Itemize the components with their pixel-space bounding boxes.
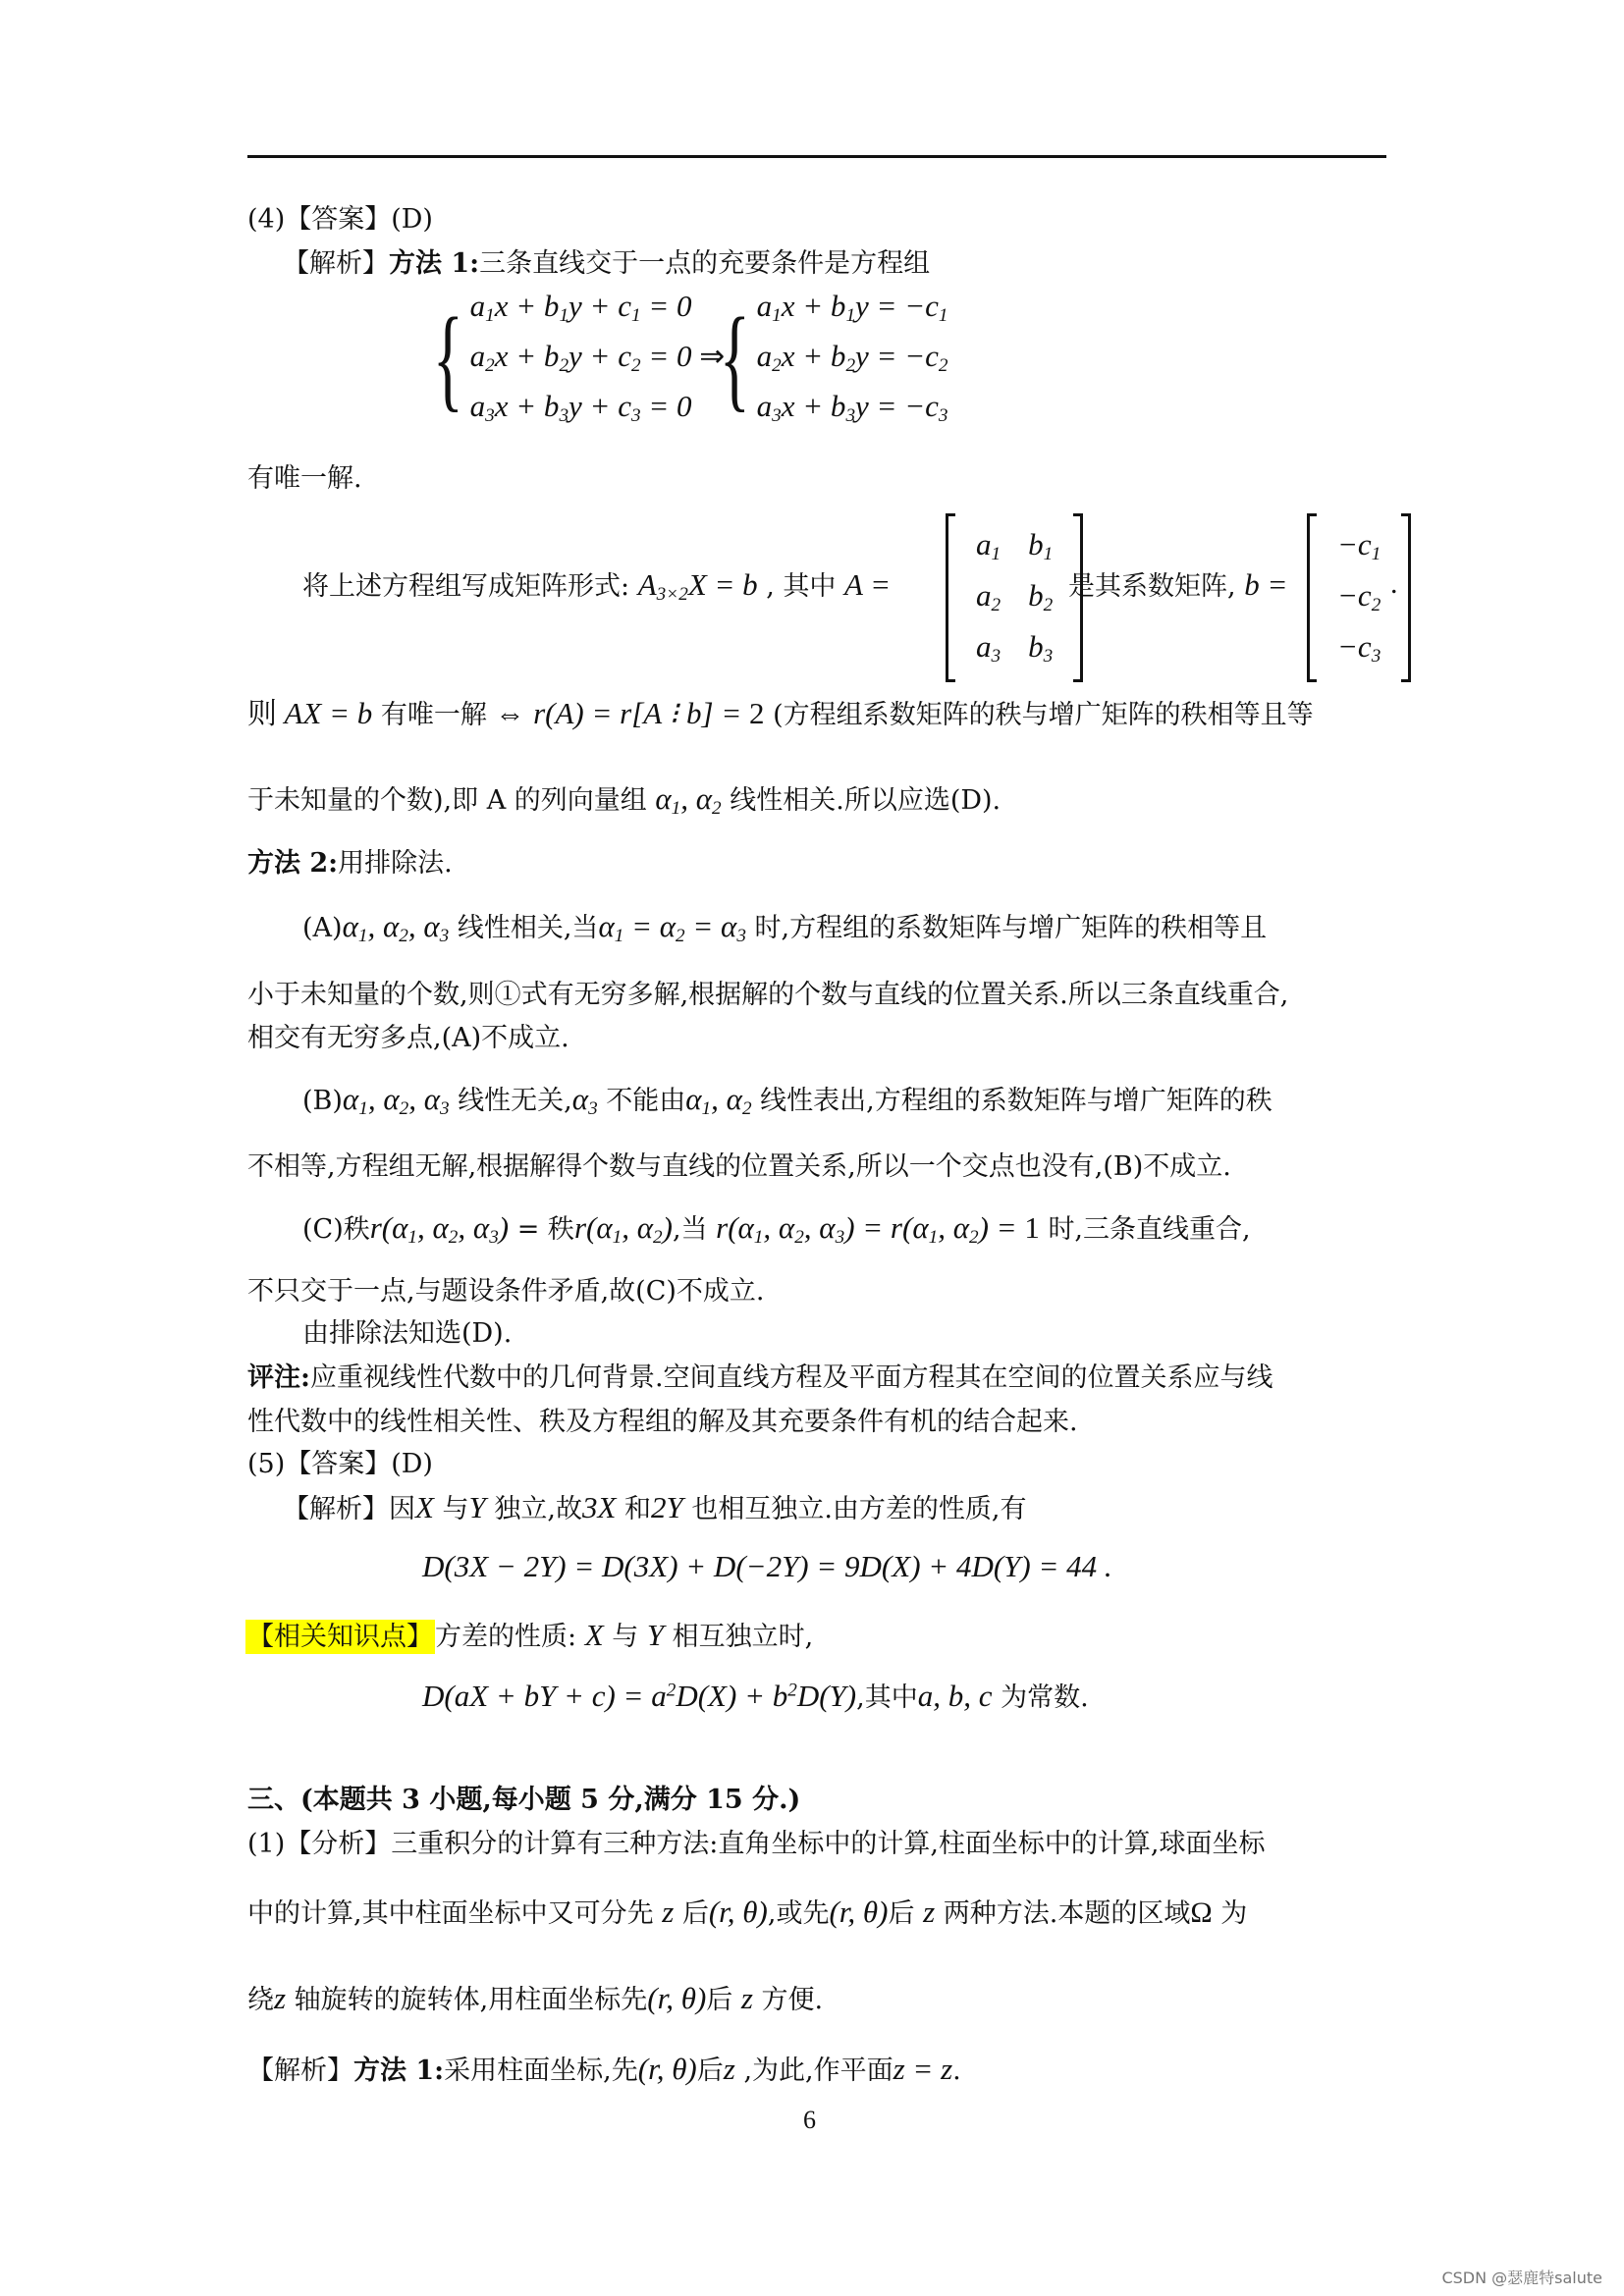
coef-desc: 是其系数矩阵, — [1068, 571, 1236, 602]
option-b-line: $(B)\alpha_1$, $\alpha_2$, $\alpha_3$ 线性无关$,\alpha_3$ 不能由$\alpha_1$, $\alpha_2$ 线性表出,方程组的系数矩阵与增广矩阵的秩 — [302, 1082, 1272, 1119]
rank-line-2: 于未知量的个数),即 A 的列向量组 $\alpha_1$, $\alpha_2$ 线性相关.所以应选(D). — [247, 781, 1001, 819]
s3-line-4: 【解析】方法 1:采用柱面坐标,先(r, θ)后z ,为此,作平面z = z. — [247, 2052, 961, 2086]
analysis-label: 【解析】 — [283, 248, 389, 279]
eq-row-1: $a_1x + b_1y + c_1 = 0$ — [469, 289, 692, 326]
period: . — [1390, 567, 1398, 600]
p5-analysis-line: 【解析】因X 与Y 独立,故3X 和2Y 也相互独立.由方差的性质,有 — [283, 1490, 1027, 1524]
option-c-line-2: 不只交于一点,与题设条件矛盾,故(C)不成立. — [247, 1276, 765, 1307]
option-c-line: (C)秩$r(\alpha_1$, $\alpha_2$, $\alpha_3$) = 秩$r(\alpha_1$, $\alpha_2$),当 $r(\alpha_1$, $\alpha_2$, $\alpha_3) = r(\alpha_1$, $\alpha_2) = 1$ 时,三条直线重合, — [302, 1210, 1251, 1248]
option-a-line: $(A)\alpha_1$, $\alpha_2$, $\alpha_3$ 线性相关,当$\alpha_1 = \alpha_2 = \alpha_3$ 时,方程组的系数矩阵与增广矩阵的秩相等且 — [302, 909, 1268, 946]
eq-row-2: $a_2x + b_2y = -c_2$ — [756, 339, 948, 376]
s3-line-1: (1)【分析】三重积分的计算有三种方法:直角坐标中的计算,柱面坐标中的计算,球面坐标 — [247, 1829, 1266, 1859]
alpha-12: $\alpha_1$, $\alpha_2$ — [655, 781, 722, 819]
variance-equation: D(3X − 2Y) = D(3X) + D(−2Y) = 9D(X) + 4D(Y) = 44 . — [422, 1549, 1112, 1583]
left-brace: { — [432, 293, 463, 422]
rhs-vector: $-c_1$ $-c_2$ $-c_3$ — [1307, 513, 1411, 682]
remark-line-2: 性代数中的线性相关性、秩及方程组的解及其充要条件有机的结合起来. — [247, 1407, 1078, 1437]
matrix-intro: 将上述方程组写成矩阵形式: — [302, 571, 630, 602]
matrix-form-line: 将上述方程组写成矩阵形式: $A_{3\times 2}X = b$ , 其中 A = — [302, 567, 892, 605]
option-b-line-2: 不相等,方程组无解,根据解得个数与直线的位置关系,所以一个交点也没有,(B)不成立. — [247, 1151, 1231, 1182]
ax-eq-b: AX = b — [284, 696, 373, 730]
eq-row-1: $a_1x + b_1y = -c_1$ — [756, 289, 948, 326]
p4-head: (4)【答案】(D) — [247, 204, 433, 235]
where-text: 其中 — [783, 571, 837, 602]
has-unique: 有唯一解 — [380, 700, 487, 730]
eq-row-3: $a_3x + b_3y = -c_3$ — [756, 389, 948, 426]
unique-solution: 有唯一解. — [247, 463, 362, 494]
knowledge-line: 【相关知识点】方差的性质: X 与 Y 相互独立时, — [247, 1618, 814, 1652]
vector-b-label: b = — [1244, 567, 1288, 602]
section-3-title: 三、(本题共 3 小题,每小题 5 分,满分 15 分.) — [247, 1785, 801, 1815]
page-number: 6 — [803, 2106, 816, 2134]
watermark: CSDN @瑟鹿特salute — [1441, 2269, 1602, 2287]
option-a-line-3: 相交有无穷多点,(A)不成立. — [247, 1023, 569, 1053]
remark-line-1: 评注:应重视线性代数中的几何背景.空间直线方程及平面方程其在空间的位置关系应与线 — [247, 1362, 1273, 1393]
left-brace: { — [719, 293, 750, 422]
conclusion: 由排除法知选(D). — [302, 1318, 513, 1349]
rank-condition: r(A) = r[A ⁝ b] = 2 — [533, 696, 765, 730]
matrix-a-label: A = — [844, 567, 892, 602]
remark-label: 评注: — [247, 1362, 310, 1393]
rank-line: 则 AX = b 有唯一解 ⇔ r(A) = r[A ⁝ b] = 2 (方程组系数矩阵的秩与增广矩阵的秩相等且等 — [247, 696, 1314, 730]
p5-head: (5)【答案】(D) — [247, 1449, 433, 1479]
method2-line — [247, 850, 453, 877]
header-rule — [247, 155, 1386, 158]
knowledge-label: 【相关知识点】 — [247, 1622, 433, 1652]
s3-line-3: 绕z 轴旋转的旋转体,用柱面坐标先(r, θ)后 z 方便. — [247, 1981, 824, 2015]
rank-text: (方程组系数矩阵的秩与增广矩阵的秩相等且等 — [773, 700, 1314, 730]
coef-desc-line — [1068, 569, 1287, 600]
s3-line-2: 中的计算,其中柱面坐标中又可分先 z 后(r, θ),或先(r, θ)后 z 两种方法.本题的区域Ω 为 — [247, 1895, 1248, 1929]
coef-matrix: $a_1$ $b_1$ $a_2$ $b_2$ $a_3$ $b_3$ — [946, 513, 1083, 682]
p4-method1-line — [283, 250, 930, 277]
method2-label: 方法 2: — [247, 848, 339, 879]
method2-text: 用排除法. — [338, 848, 453, 879]
equation-system-right — [707, 291, 948, 425]
method1-text: 三条直线交于一点的充要条件是方程组 — [479, 248, 931, 279]
equation-system-left — [420, 291, 725, 425]
matrix-equation: $A_{3\times 2}X = b$ — [637, 567, 758, 605]
method1-label: 方法 1: — [389, 248, 480, 279]
variance-formula: D(aX + bY + $c) = a^2D(X) + b^2D(Y)$,其中a, b, c 为常数. — [422, 1679, 1089, 1713]
eq-row-3: $a_3x + b_3y + c_3 = 0$ — [469, 389, 692, 426]
eq-row-2: $a_2x + b_2y + c_2 = 0$ ⇒ — [469, 339, 726, 376]
option-a-line-2: 小于未知量的个数,则①式有无穷多解,根据解的个数与直线的位置关系.所以三条直线重合, — [247, 980, 1289, 1010]
